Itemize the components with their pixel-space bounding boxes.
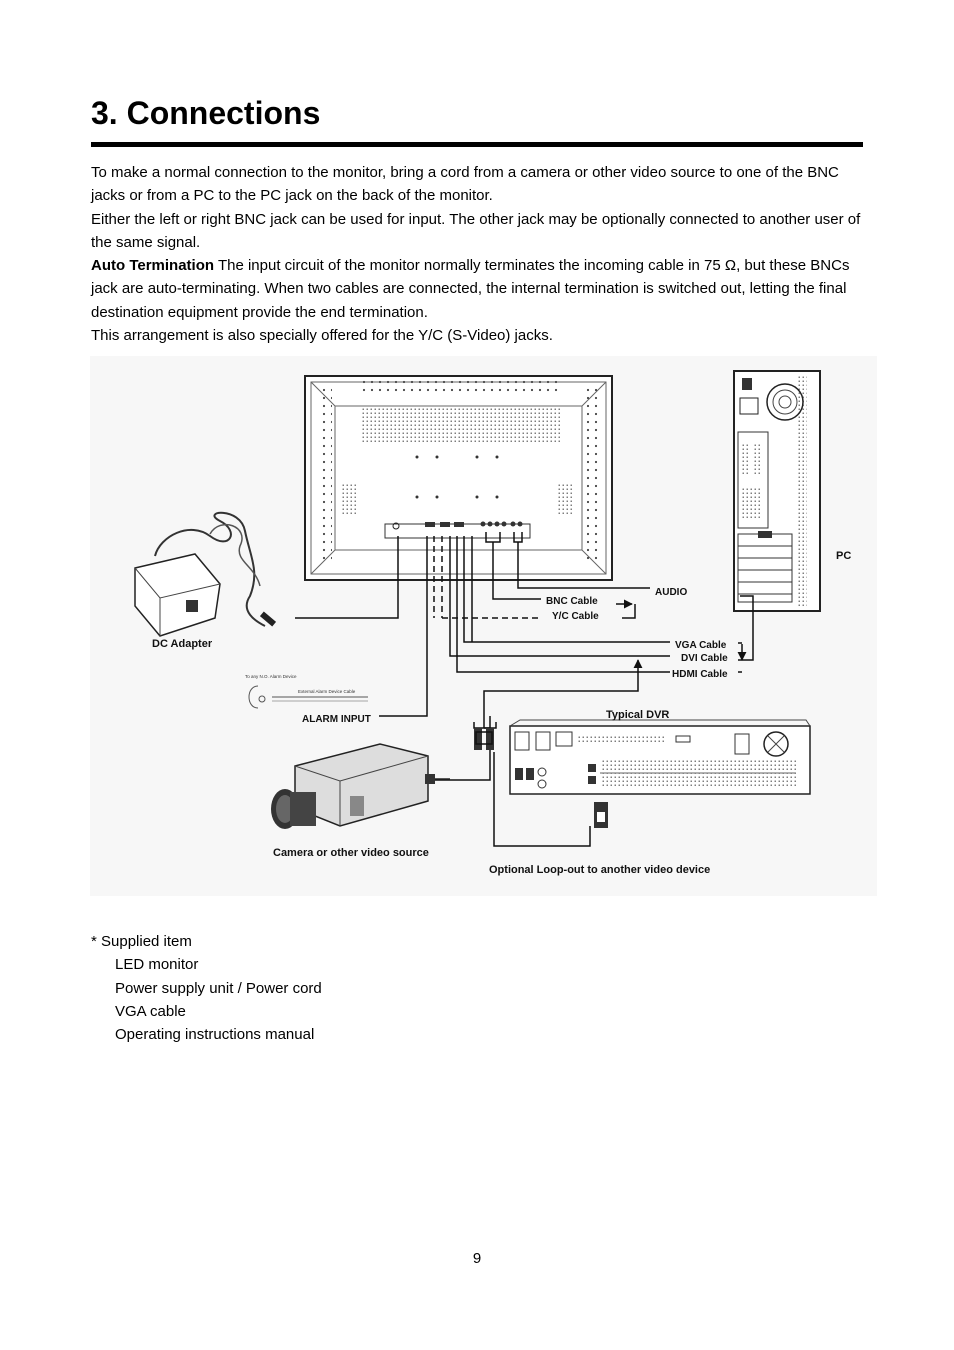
bnc-cable-label: BNC Cable [546, 596, 598, 607]
hdmi-cable-label: HDMI Cable [672, 669, 728, 680]
title-rule [91, 142, 863, 147]
dc-adapter [135, 513, 276, 636]
intro-text [91, 161, 871, 347]
intro-paragraph-3 [91, 254, 871, 324]
yc-cable-label: Y/C Cable [552, 611, 599, 622]
monitor-rear [305, 376, 612, 580]
intro-paragraph-1: To make a normal connection to the monitor, bring a cord from a camera or other video source to one of the BNC jacks or from a PC to the PC jack on the back of the monitor. [91, 164, 839, 205]
supplied-items-list [91, 953, 322, 1046]
pc-tower [734, 371, 820, 611]
intro-paragraph-2: Either the left or right BNC jack can be used for input. The other jack may be optionally connected to another user of the same signal. [91, 210, 861, 251]
supplied-item: VGA cable [115, 1002, 186, 1020]
supplied-items-heading: * Supplied item [91, 933, 192, 950]
intro-paragraph-4: This arrangement is also specially offered for the Y/C (S-Video) jacks. [91, 327, 553, 345]
audio-label: AUDIO [655, 587, 688, 598]
supplied-item: Operating instructions manual [115, 1026, 315, 1044]
dc-adapter-label: DC Adapter [152, 638, 213, 650]
alarm-cable-label: External Alarm Device Cable [298, 689, 356, 694]
supplied-item: Power supply unit / Power cord [115, 979, 322, 997]
connection-diagram [90, 356, 877, 896]
pc-label: PC [836, 550, 852, 562]
alarm-device-label: To any N.O. Alarm Device [245, 674, 297, 679]
bnc-t-connector [474, 728, 494, 750]
bnc-loop-connector [594, 802, 608, 828]
page-number: 9 [472, 1250, 482, 1267]
auto-termination-heading: Auto Termination [91, 257, 215, 275]
loop-out-label: Optional Loop-out to another video device [489, 864, 711, 876]
camera-label: Camera or other video source [273, 847, 429, 859]
dvi-cable-label: DVI Cable [681, 653, 728, 664]
typical-dvr-label: Typical DVR [606, 709, 670, 721]
supplied-item: LED monitor [115, 956, 199, 974]
alarm-input-label: ALARM INPUT [302, 714, 371, 725]
camera [271, 744, 450, 829]
auto-termination-text: The input circuit of the monitor normally terminates the incoming cable in 75 Ω, but these BNCs jack are auto-terminating. When two cables are connected, the internal termination is switched out, letting the final destination equipment provide the end termination. [91, 257, 850, 321]
vga-cable-label: VGA Cable [675, 640, 727, 651]
supplied-items [91, 930, 322, 1046]
typical-dvr [510, 720, 810, 794]
page-title: 3. Connections [91, 95, 321, 131]
